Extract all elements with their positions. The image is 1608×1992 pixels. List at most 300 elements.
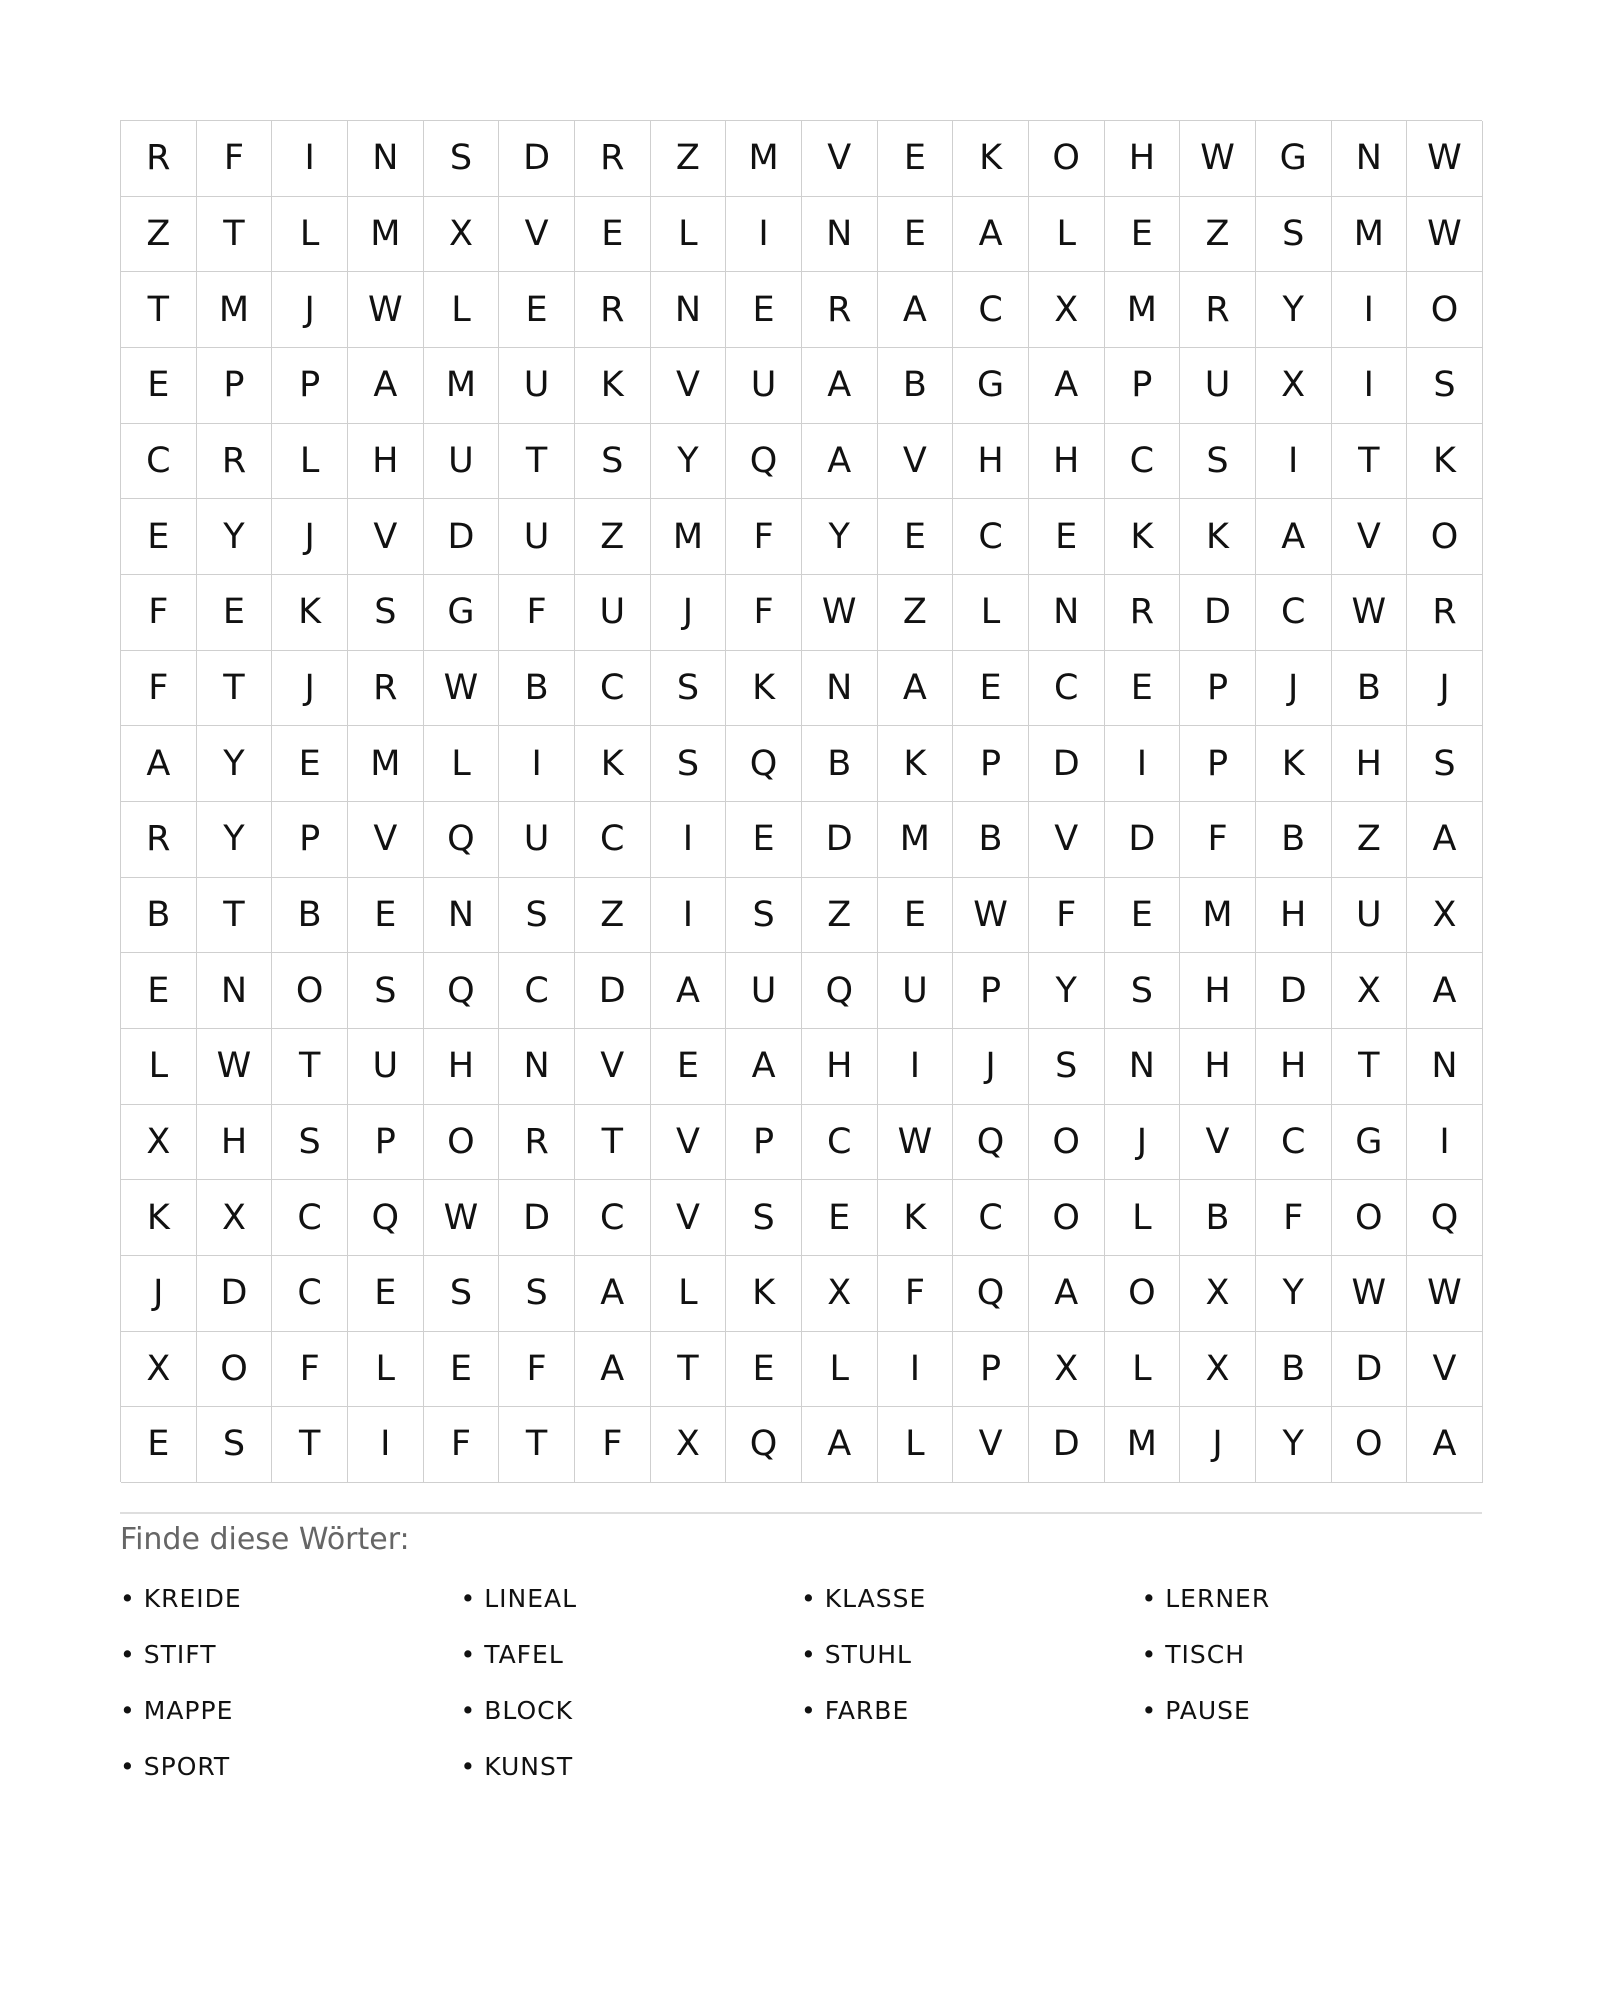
grid-cell[interactable]: B	[878, 348, 954, 424]
grid-cell[interactable]: K	[1105, 499, 1181, 575]
grid-cell[interactable]: P	[726, 1105, 802, 1181]
grid-cell[interactable]: K	[953, 121, 1029, 197]
grid-cell[interactable]: E	[1105, 651, 1181, 727]
grid-cell[interactable]: S	[197, 1407, 273, 1483]
grid-cell[interactable]: M	[197, 272, 273, 348]
grid-cell[interactable]: S	[348, 575, 424, 651]
grid-cell[interactable]: P	[1180, 651, 1256, 727]
grid-cell[interactable]: E	[348, 1256, 424, 1332]
grid-cell[interactable]: E	[1029, 499, 1105, 575]
grid-cell[interactable]: A	[802, 348, 878, 424]
grid-cell[interactable]: Q	[726, 424, 802, 500]
grid-cell[interactable]: U	[726, 953, 802, 1029]
grid-cell[interactable]: P	[953, 1332, 1029, 1408]
grid-cell[interactable]: E	[726, 272, 802, 348]
grid-cell[interactable]: D	[1105, 802, 1181, 878]
grid-cell[interactable]: I	[651, 878, 727, 954]
grid-cell[interactable]: D	[802, 802, 878, 878]
grid-cell[interactable]: S	[1180, 424, 1256, 500]
grid-cell[interactable]: G	[1332, 1105, 1408, 1181]
grid-cell[interactable]: T	[272, 1029, 348, 1105]
grid-cell[interactable]: D	[1332, 1332, 1408, 1408]
grid-cell[interactable]: U	[424, 424, 500, 500]
grid-cell[interactable]: Q	[802, 953, 878, 1029]
grid-cell[interactable]: A	[575, 1256, 651, 1332]
grid-cell[interactable]: K	[878, 1180, 954, 1256]
grid-cell[interactable]: I	[348, 1407, 424, 1483]
grid-cell[interactable]: J	[272, 651, 348, 727]
grid-cell[interactable]: J	[272, 272, 348, 348]
grid-cell[interactable]: F	[726, 575, 802, 651]
grid-cell[interactable]: N	[651, 272, 727, 348]
grid-cell[interactable]: F	[1180, 802, 1256, 878]
grid-cell[interactable]: L	[424, 726, 500, 802]
grid-cell[interactable]: M	[1332, 197, 1408, 273]
grid-cell[interactable]: O	[197, 1332, 273, 1408]
grid-cell[interactable]: A	[1407, 1407, 1483, 1483]
grid-cell[interactable]: E	[878, 499, 954, 575]
grid-cell[interactable]: H	[802, 1029, 878, 1105]
grid-cell[interactable]: X	[424, 197, 500, 273]
grid-cell[interactable]: N	[1332, 121, 1408, 197]
grid-cell[interactable]: D	[499, 121, 575, 197]
grid-cell[interactable]: P	[348, 1105, 424, 1181]
grid-cell[interactable]: S	[1407, 348, 1483, 424]
grid-cell[interactable]: D	[1029, 1407, 1105, 1483]
grid-cell[interactable]: D	[1256, 953, 1332, 1029]
grid-cell[interactable]: A	[1256, 499, 1332, 575]
grid-cell[interactable]: E	[953, 651, 1029, 727]
grid-cell[interactable]: O	[1105, 1256, 1181, 1332]
grid-cell[interactable]: S	[726, 878, 802, 954]
grid-cell[interactable]: I	[651, 802, 727, 878]
grid-cell[interactable]: K	[1180, 499, 1256, 575]
grid-cell[interactable]: F	[272, 1332, 348, 1408]
grid-cell[interactable]: P	[1180, 726, 1256, 802]
grid-cell[interactable]: B	[953, 802, 1029, 878]
grid-cell[interactable]: V	[651, 1180, 727, 1256]
grid-cell[interactable]: S	[1105, 953, 1181, 1029]
grid-cell[interactable]: V	[348, 499, 424, 575]
grid-cell[interactable]: R	[1105, 575, 1181, 651]
grid-cell[interactable]: V	[651, 348, 727, 424]
grid-cell[interactable]: U	[499, 499, 575, 575]
grid-cell[interactable]: I	[272, 121, 348, 197]
grid-cell[interactable]: E	[121, 1407, 197, 1483]
grid-cell[interactable]: T	[121, 272, 197, 348]
grid-cell[interactable]: Z	[575, 499, 651, 575]
grid-cell[interactable]: E	[121, 499, 197, 575]
grid-cell[interactable]: H	[197, 1105, 273, 1181]
grid-cell[interactable]: I	[878, 1029, 954, 1105]
grid-cell[interactable]: S	[272, 1105, 348, 1181]
grid-cell[interactable]: V	[575, 1029, 651, 1105]
grid-cell[interactable]: H	[1256, 1029, 1332, 1105]
grid-cell[interactable]: N	[1029, 575, 1105, 651]
grid-cell[interactable]: C	[1256, 1105, 1332, 1181]
grid-cell[interactable]: M	[651, 499, 727, 575]
grid-cell[interactable]: N	[802, 197, 878, 273]
grid-cell[interactable]: C	[953, 272, 1029, 348]
grid-cell[interactable]: O	[1029, 1105, 1105, 1181]
grid-cell[interactable]: Z	[575, 878, 651, 954]
grid-cell[interactable]: M	[726, 121, 802, 197]
grid-cell[interactable]: Q	[726, 726, 802, 802]
grid-cell[interactable]: E	[726, 802, 802, 878]
grid-cell[interactable]: F	[726, 499, 802, 575]
grid-cell[interactable]: J	[953, 1029, 1029, 1105]
grid-cell[interactable]: E	[878, 197, 954, 273]
grid-cell[interactable]: K	[878, 726, 954, 802]
grid-cell[interactable]: K	[1256, 726, 1332, 802]
grid-cell[interactable]: K	[1407, 424, 1483, 500]
grid-cell[interactable]: X	[1029, 272, 1105, 348]
grid-cell[interactable]: Q	[953, 1105, 1029, 1181]
grid-cell[interactable]: V	[1180, 1105, 1256, 1181]
grid-cell[interactable]: Y	[1256, 1407, 1332, 1483]
grid-cell[interactable]: T	[651, 1332, 727, 1408]
grid-cell[interactable]: V	[348, 802, 424, 878]
grid-cell[interactable]: Y	[1256, 1256, 1332, 1332]
grid-cell[interactable]: T	[499, 1407, 575, 1483]
grid-cell[interactable]: P	[953, 953, 1029, 1029]
grid-cell[interactable]: O	[424, 1105, 500, 1181]
grid-cell[interactable]: E	[651, 1029, 727, 1105]
grid-cell[interactable]: W	[197, 1029, 273, 1105]
grid-cell[interactable]: L	[953, 575, 1029, 651]
grid-cell[interactable]: U	[878, 953, 954, 1029]
grid-cell[interactable]: Z	[802, 878, 878, 954]
grid-cell[interactable]: I	[878, 1332, 954, 1408]
grid-cell[interactable]: B	[499, 651, 575, 727]
grid-cell[interactable]: H	[1105, 121, 1181, 197]
grid-cell[interactable]: W	[1332, 1256, 1408, 1332]
grid-cell[interactable]: F	[197, 121, 273, 197]
grid-cell[interactable]: H	[1332, 726, 1408, 802]
grid-cell[interactable]: V	[802, 121, 878, 197]
grid-cell[interactable]: T	[197, 878, 273, 954]
grid-cell[interactable]: L	[348, 1332, 424, 1408]
grid-cell[interactable]: I	[499, 726, 575, 802]
grid-cell[interactable]: L	[802, 1332, 878, 1408]
grid-cell[interactable]: Q	[726, 1407, 802, 1483]
grid-cell[interactable]: K	[121, 1180, 197, 1256]
grid-cell[interactable]: E	[499, 272, 575, 348]
grid-cell[interactable]: L	[1105, 1332, 1181, 1408]
grid-cell[interactable]: X	[1256, 348, 1332, 424]
grid-cell[interactable]: G	[1256, 121, 1332, 197]
grid-cell[interactable]: J	[1180, 1407, 1256, 1483]
grid-cell[interactable]: J	[1105, 1105, 1181, 1181]
grid-cell[interactable]: P	[953, 726, 1029, 802]
grid-cell[interactable]: M	[1105, 272, 1181, 348]
grid-cell[interactable]: D	[1029, 726, 1105, 802]
grid-cell[interactable]: X	[121, 1332, 197, 1408]
grid-cell[interactable]: H	[348, 424, 424, 500]
grid-cell[interactable]: B	[1180, 1180, 1256, 1256]
grid-cell[interactable]: P	[197, 348, 273, 424]
grid-cell[interactable]: Z	[1332, 802, 1408, 878]
grid-cell[interactable]: E	[802, 1180, 878, 1256]
grid-cell[interactable]: C	[953, 499, 1029, 575]
grid-cell[interactable]: A	[878, 272, 954, 348]
grid-cell[interactable]: K	[726, 651, 802, 727]
grid-cell[interactable]: B	[272, 878, 348, 954]
grid-cell[interactable]: Z	[651, 121, 727, 197]
grid-cell[interactable]: T	[499, 424, 575, 500]
grid-cell[interactable]: W	[802, 575, 878, 651]
grid-cell[interactable]: C	[802, 1105, 878, 1181]
grid-cell[interactable]: F	[424, 1407, 500, 1483]
grid-cell[interactable]: C	[272, 1256, 348, 1332]
grid-cell[interactable]: E	[878, 121, 954, 197]
grid-cell[interactable]: R	[121, 802, 197, 878]
grid-cell[interactable]: L	[651, 1256, 727, 1332]
grid-cell[interactable]: A	[1029, 1256, 1105, 1332]
grid-cell[interactable]: T	[1332, 1029, 1408, 1105]
grid-cell[interactable]: O	[1407, 272, 1483, 348]
grid-cell[interactable]: D	[575, 953, 651, 1029]
grid-cell[interactable]: F	[878, 1256, 954, 1332]
grid-cell[interactable]: W	[1407, 1256, 1483, 1332]
grid-cell[interactable]: E	[121, 348, 197, 424]
grid-cell[interactable]: O	[1407, 499, 1483, 575]
grid-cell[interactable]: O	[1332, 1180, 1408, 1256]
grid-cell[interactable]: C	[1256, 575, 1332, 651]
grid-cell[interactable]: W	[1407, 197, 1483, 273]
grid-cell[interactable]: Y	[197, 802, 273, 878]
grid-cell[interactable]: T	[197, 651, 273, 727]
grid-cell[interactable]: D	[1180, 575, 1256, 651]
grid-cell[interactable]: A	[575, 1332, 651, 1408]
grid-cell[interactable]: M	[878, 802, 954, 878]
grid-cell[interactable]: Y	[197, 726, 273, 802]
grid-cell[interactable]: F	[575, 1407, 651, 1483]
grid-cell[interactable]: U	[1180, 348, 1256, 424]
grid-cell[interactable]: Q	[348, 1180, 424, 1256]
grid-cell[interactable]: R	[1180, 272, 1256, 348]
grid-cell[interactable]: F	[499, 1332, 575, 1408]
grid-cell[interactable]: L	[272, 197, 348, 273]
grid-cell[interactable]: Q	[953, 1256, 1029, 1332]
grid-cell[interactable]: W	[1180, 121, 1256, 197]
grid-cell[interactable]: A	[1407, 953, 1483, 1029]
grid-cell[interactable]: W	[348, 272, 424, 348]
grid-cell[interactable]: I	[726, 197, 802, 273]
grid-cell[interactable]: I	[1256, 424, 1332, 500]
grid-cell[interactable]: X	[1180, 1256, 1256, 1332]
grid-cell[interactable]: B	[802, 726, 878, 802]
grid-cell[interactable]: T	[1332, 424, 1408, 500]
grid-cell[interactable]: M	[348, 197, 424, 273]
grid-cell[interactable]: B	[121, 878, 197, 954]
grid-cell[interactable]: U	[1332, 878, 1408, 954]
grid-cell[interactable]: C	[575, 651, 651, 727]
grid-cell[interactable]: J	[272, 499, 348, 575]
grid-cell[interactable]: S	[348, 953, 424, 1029]
grid-cell[interactable]: X	[197, 1180, 273, 1256]
grid-cell[interactable]: E	[1105, 197, 1181, 273]
grid-cell[interactable]: N	[499, 1029, 575, 1105]
grid-cell[interactable]: X	[121, 1105, 197, 1181]
grid-cell[interactable]: B	[1332, 651, 1408, 727]
grid-cell[interactable]: T	[197, 197, 273, 273]
grid-cell[interactable]: C	[272, 1180, 348, 1256]
grid-cell[interactable]: B	[1256, 1332, 1332, 1408]
grid-cell[interactable]: T	[575, 1105, 651, 1181]
grid-cell[interactable]: N	[1407, 1029, 1483, 1105]
grid-cell[interactable]: O	[1029, 1180, 1105, 1256]
grid-cell[interactable]: M	[1105, 1407, 1181, 1483]
grid-cell[interactable]: V	[499, 197, 575, 273]
grid-cell[interactable]: U	[726, 348, 802, 424]
grid-cell[interactable]: N	[802, 651, 878, 727]
grid-cell[interactable]: X	[802, 1256, 878, 1332]
grid-cell[interactable]: L	[651, 197, 727, 273]
grid-cell[interactable]: Q	[424, 802, 500, 878]
grid-cell[interactable]: R	[348, 651, 424, 727]
grid-cell[interactable]: K	[575, 726, 651, 802]
grid-cell[interactable]: R	[575, 121, 651, 197]
grid-cell[interactable]: R	[197, 424, 273, 500]
grid-cell[interactable]: S	[651, 651, 727, 727]
grid-cell[interactable]: I	[1407, 1105, 1483, 1181]
grid-cell[interactable]: H	[1180, 1029, 1256, 1105]
grid-cell[interactable]: K	[272, 575, 348, 651]
grid-cell[interactable]: U	[348, 1029, 424, 1105]
grid-cell[interactable]: E	[726, 1332, 802, 1408]
grid-cell[interactable]: A	[726, 1029, 802, 1105]
grid-cell[interactable]: E	[348, 878, 424, 954]
grid-cell[interactable]: I	[1332, 272, 1408, 348]
grid-cell[interactable]: Y	[1256, 272, 1332, 348]
grid-cell[interactable]: D	[424, 499, 500, 575]
grid-cell[interactable]: X	[1029, 1332, 1105, 1408]
grid-cell[interactable]: E	[575, 197, 651, 273]
grid-cell[interactable]: W	[1407, 121, 1483, 197]
grid-cell[interactable]: C	[575, 1180, 651, 1256]
grid-cell[interactable]: W	[424, 1180, 500, 1256]
grid-cell[interactable]: H	[1029, 424, 1105, 500]
grid-cell[interactable]: C	[121, 424, 197, 500]
grid-cell[interactable]: A	[878, 651, 954, 727]
grid-cell[interactable]: W	[1332, 575, 1408, 651]
grid-cell[interactable]: R	[499, 1105, 575, 1181]
grid-cell[interactable]: D	[197, 1256, 273, 1332]
grid-cell[interactable]: K	[726, 1256, 802, 1332]
grid-cell[interactable]: Y	[802, 499, 878, 575]
grid-cell[interactable]: X	[1180, 1332, 1256, 1408]
grid-cell[interactable]: L	[1105, 1180, 1181, 1256]
grid-cell[interactable]: V	[1407, 1332, 1483, 1408]
grid-cell[interactable]: J	[1256, 651, 1332, 727]
grid-cell[interactable]: S	[726, 1180, 802, 1256]
grid-cell[interactable]: S	[499, 1256, 575, 1332]
grid-cell[interactable]: L	[1029, 197, 1105, 273]
grid-cell[interactable]: E	[1105, 878, 1181, 954]
grid-cell[interactable]: S	[499, 878, 575, 954]
grid-cell[interactable]: T	[272, 1407, 348, 1483]
grid-cell[interactable]: W	[424, 651, 500, 727]
grid-cell[interactable]: Y	[1029, 953, 1105, 1029]
grid-cell[interactable]: V	[651, 1105, 727, 1181]
grid-cell[interactable]: R	[802, 272, 878, 348]
grid-cell[interactable]: E	[197, 575, 273, 651]
grid-cell[interactable]: S	[424, 1256, 500, 1332]
grid-cell[interactable]: S	[1029, 1029, 1105, 1105]
grid-cell[interactable]: R	[121, 121, 197, 197]
grid-cell[interactable]: N	[197, 953, 273, 1029]
grid-cell[interactable]: M	[424, 348, 500, 424]
grid-cell[interactable]: C	[499, 953, 575, 1029]
grid-cell[interactable]: L	[121, 1029, 197, 1105]
grid-cell[interactable]: B	[1256, 802, 1332, 878]
grid-cell[interactable]: H	[1256, 878, 1332, 954]
grid-cell[interactable]: V	[953, 1407, 1029, 1483]
grid-cell[interactable]: F	[121, 651, 197, 727]
grid-cell[interactable]: Y	[651, 424, 727, 500]
grid-cell[interactable]: U	[499, 348, 575, 424]
grid-cell[interactable]: M	[348, 726, 424, 802]
grid-cell[interactable]: S	[1407, 726, 1483, 802]
grid-cell[interactable]: L	[878, 1407, 954, 1483]
grid-cell[interactable]: U	[575, 575, 651, 651]
grid-cell[interactable]: Y	[197, 499, 273, 575]
grid-cell[interactable]: A	[121, 726, 197, 802]
grid-cell[interactable]: P	[272, 802, 348, 878]
grid-cell[interactable]: C	[1029, 651, 1105, 727]
grid-cell[interactable]: V	[878, 424, 954, 500]
grid-cell[interactable]: X	[651, 1407, 727, 1483]
grid-cell[interactable]: R	[1407, 575, 1483, 651]
grid-cell[interactable]: E	[424, 1332, 500, 1408]
grid-cell[interactable]: H	[424, 1029, 500, 1105]
grid-cell[interactable]: P	[1105, 348, 1181, 424]
grid-cell[interactable]: E	[272, 726, 348, 802]
grid-cell[interactable]: N	[424, 878, 500, 954]
grid-cell[interactable]: H	[1180, 953, 1256, 1029]
grid-cell[interactable]: P	[272, 348, 348, 424]
grid-cell[interactable]: Z	[121, 197, 197, 273]
grid-cell[interactable]: C	[1105, 424, 1181, 500]
grid-cell[interactable]: L	[272, 424, 348, 500]
grid-cell[interactable]: C	[953, 1180, 1029, 1256]
grid-cell[interactable]: R	[575, 272, 651, 348]
grid-cell[interactable]: W	[878, 1105, 954, 1181]
grid-cell[interactable]: U	[499, 802, 575, 878]
grid-cell[interactable]: Q	[1407, 1180, 1483, 1256]
grid-cell[interactable]: S	[424, 121, 500, 197]
grid-cell[interactable]: A	[651, 953, 727, 1029]
grid-cell[interactable]: F	[121, 575, 197, 651]
grid-cell[interactable]: M	[1180, 878, 1256, 954]
grid-cell[interactable]: A	[953, 197, 1029, 273]
grid-cell[interactable]: G	[953, 348, 1029, 424]
grid-cell[interactable]: A	[1407, 802, 1483, 878]
grid-cell[interactable]: F	[1029, 878, 1105, 954]
grid-cell[interactable]: O	[1332, 1407, 1408, 1483]
grid-cell[interactable]: F	[499, 575, 575, 651]
grid-cell[interactable]: J	[121, 1256, 197, 1332]
grid-cell[interactable]: Q	[424, 953, 500, 1029]
grid-cell[interactable]: W	[953, 878, 1029, 954]
grid-cell[interactable]: L	[424, 272, 500, 348]
grid-cell[interactable]: K	[575, 348, 651, 424]
grid-cell[interactable]: O	[272, 953, 348, 1029]
grid-cell[interactable]: Z	[1180, 197, 1256, 273]
grid-cell[interactable]: X	[1407, 878, 1483, 954]
grid-cell[interactable]: F	[1256, 1180, 1332, 1256]
